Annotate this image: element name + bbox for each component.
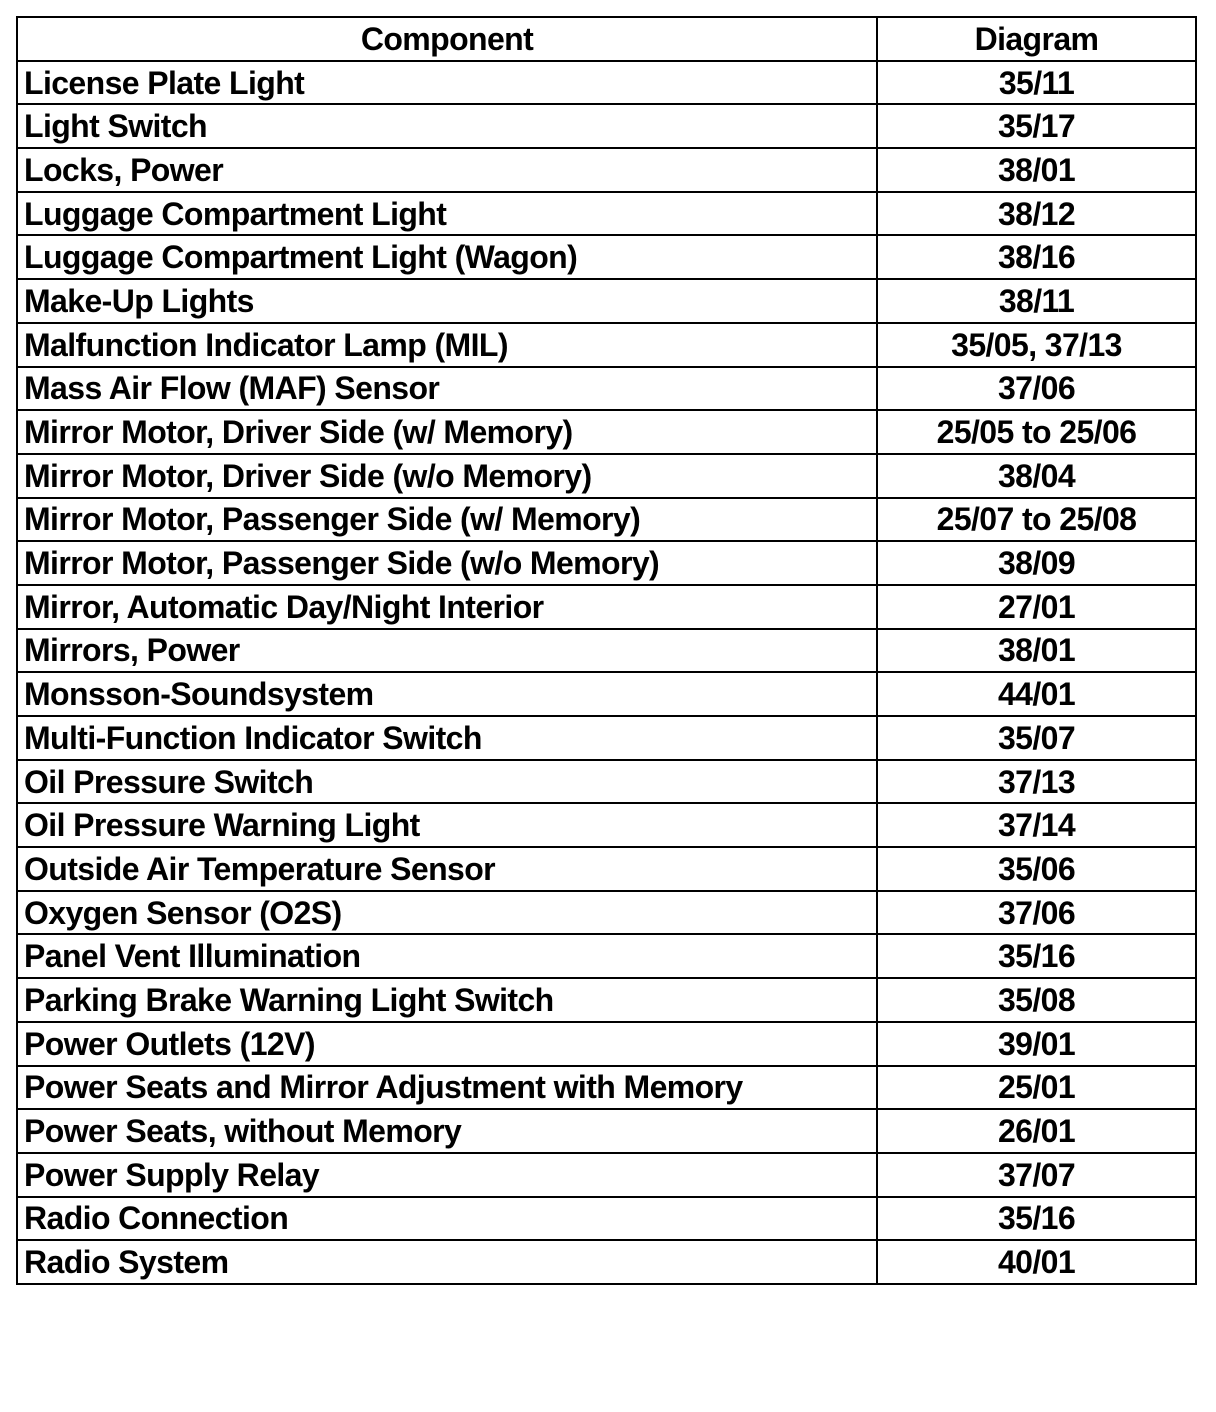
diagram-cell: 38/09 xyxy=(877,541,1196,585)
table-row xyxy=(17,235,1196,279)
component-cell: Oxygen Sensor (O2S) xyxy=(17,891,877,935)
column-header-component: Component xyxy=(17,17,877,61)
table-row xyxy=(17,716,1196,760)
table-row xyxy=(17,323,1196,367)
table-row xyxy=(17,585,1196,629)
table-row xyxy=(17,1066,1196,1110)
table-row xyxy=(17,454,1196,498)
diagram-cell: 25/07 to 25/08 xyxy=(877,498,1196,542)
component-cell: Outside Air Temperature Sensor xyxy=(17,847,877,891)
component-cell: Mirror Motor, Driver Side (w/o Memory) xyxy=(17,454,877,498)
table-row xyxy=(17,803,1196,847)
diagram-cell: 38/04 xyxy=(877,454,1196,498)
component-cell: Power Seats, without Memory xyxy=(17,1109,877,1153)
component-cell: Multi-Function Indicator Switch xyxy=(17,716,877,760)
component-cell: Mirror Motor, Passenger Side (w/ Memory) xyxy=(17,498,877,542)
diagram-cell: 37/13 xyxy=(877,760,1196,804)
diagram-cell: 38/01 xyxy=(877,629,1196,673)
diagram-cell: 38/12 xyxy=(877,192,1196,236)
table-row xyxy=(17,1109,1196,1153)
component-cell: Luggage Compartment Light (Wagon) xyxy=(17,235,877,279)
diagram-cell: 39/01 xyxy=(877,1022,1196,1066)
table-row xyxy=(17,148,1196,192)
component-cell: Malfunction Indicator Lamp (MIL) xyxy=(17,323,877,367)
component-cell: License Plate Light xyxy=(17,61,877,105)
component-cell: Mirror, Automatic Day/Night Interior xyxy=(17,585,877,629)
diagram-cell: 35/11 xyxy=(877,61,1196,105)
table-row xyxy=(17,847,1196,891)
component-cell: Make-Up Lights xyxy=(17,279,877,323)
table-row xyxy=(17,1197,1196,1241)
component-table xyxy=(16,16,1197,1285)
table-row xyxy=(17,934,1196,978)
component-cell: Mirror Motor, Passenger Side (w/o Memory) xyxy=(17,541,877,585)
component-cell: Oil Pressure Switch xyxy=(17,760,877,804)
component-cell: Parking Brake Warning Light Switch xyxy=(17,978,877,1022)
table-row xyxy=(17,629,1196,673)
table-row xyxy=(17,410,1196,454)
diagram-cell: 35/17 xyxy=(877,104,1196,148)
table-row xyxy=(17,541,1196,585)
diagram-cell: 37/06 xyxy=(877,891,1196,935)
diagram-cell: 38/01 xyxy=(877,148,1196,192)
table-row xyxy=(17,1153,1196,1197)
table-row xyxy=(17,192,1196,236)
component-cell: Power Supply Relay xyxy=(17,1153,877,1197)
diagram-cell: 37/07 xyxy=(877,1153,1196,1197)
component-cell: Radio System xyxy=(17,1240,877,1284)
table-row xyxy=(17,498,1196,542)
table-row xyxy=(17,1240,1196,1284)
diagram-cell: 25/05 to 25/06 xyxy=(877,410,1196,454)
table-row xyxy=(17,1022,1196,1066)
component-cell: Light Switch xyxy=(17,104,877,148)
diagram-cell: 35/07 xyxy=(877,716,1196,760)
table-row xyxy=(17,891,1196,935)
table-row xyxy=(17,104,1196,148)
table-row xyxy=(17,978,1196,1022)
table-row xyxy=(17,672,1196,716)
component-cell: Luggage Compartment Light xyxy=(17,192,877,236)
table-body xyxy=(17,61,1196,1284)
diagram-cell: 35/16 xyxy=(877,934,1196,978)
component-cell: Power Outlets (12V) xyxy=(17,1022,877,1066)
diagram-cell: 37/06 xyxy=(877,367,1196,411)
component-cell: Mirror Motor, Driver Side (w/ Memory) xyxy=(17,410,877,454)
table-row xyxy=(17,367,1196,411)
component-cell: Mirrors, Power xyxy=(17,629,877,673)
component-cell: Mass Air Flow (MAF) Sensor xyxy=(17,367,877,411)
diagram-cell: 38/11 xyxy=(877,279,1196,323)
diagram-cell: 38/16 xyxy=(877,235,1196,279)
diagram-cell: 35/06 xyxy=(877,847,1196,891)
component-cell: Monsson-Soundsystem xyxy=(17,672,877,716)
diagram-cell: 35/05, 37/13 xyxy=(877,323,1196,367)
component-cell: Power Seats and Mirror Adjustment with Memory xyxy=(17,1066,877,1110)
table-header xyxy=(17,17,1196,61)
diagram-cell: 40/01 xyxy=(877,1240,1196,1284)
diagram-cell: 27/01 xyxy=(877,585,1196,629)
component-cell: Locks, Power xyxy=(17,148,877,192)
table-row xyxy=(17,279,1196,323)
component-cell: Oil Pressure Warning Light xyxy=(17,803,877,847)
table-row xyxy=(17,61,1196,105)
component-cell: Panel Vent Illumination xyxy=(17,934,877,978)
table-row xyxy=(17,760,1196,804)
diagram-cell: 26/01 xyxy=(877,1109,1196,1153)
header-row xyxy=(17,17,1196,61)
diagram-cell: 37/14 xyxy=(877,803,1196,847)
component-diagram-index xyxy=(16,16,1197,1285)
diagram-cell: 35/16 xyxy=(877,1197,1196,1241)
diagram-cell: 25/01 xyxy=(877,1066,1196,1110)
diagram-cell: 35/08 xyxy=(877,978,1196,1022)
diagram-cell: 44/01 xyxy=(877,672,1196,716)
column-header-diagram: Diagram xyxy=(877,17,1196,61)
component-cell: Radio Connection xyxy=(17,1197,877,1241)
